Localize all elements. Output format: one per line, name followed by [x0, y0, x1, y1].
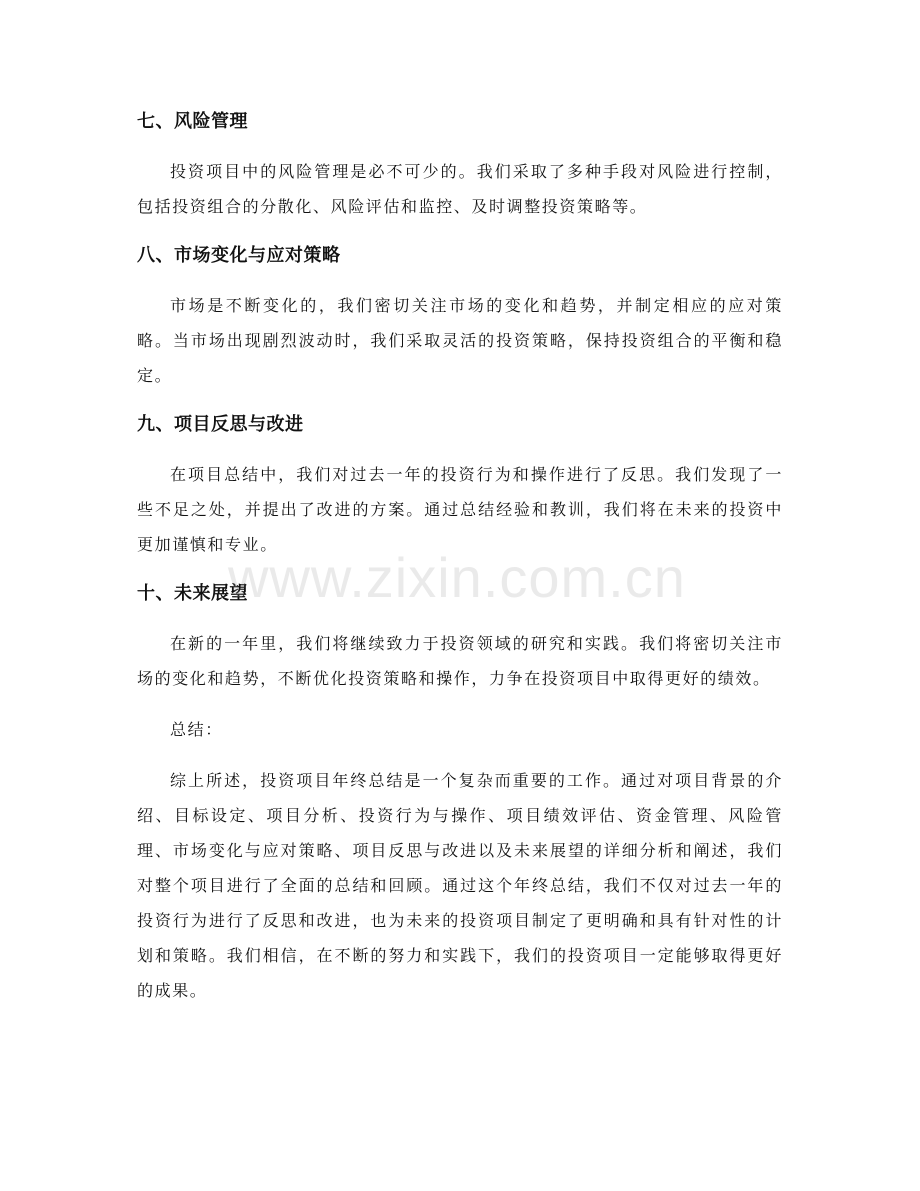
section-heading-reflection: 九、项目反思与改进 — [137, 414, 304, 435]
section-paragraph-risk-management: 投资项目中的风险管理是必不可少的。我们采取了多种手段对风险进行控制，包括投资组合的分散化、风险评估和监控、及时调整投资策略等。 — [137, 162, 783, 216]
section-heading-risk-management: 七、风险管理 — [137, 111, 248, 132]
section-paragraph-outlook: 在新的一年里，我们将继续致力于投资领域的研究和实践。我们将密切关注市场的变化和趋势，不断优化投资策略和操作，力争在投资项目中取得更好的绩效。 — [137, 634, 783, 688]
section-heading-outlook: 十、未来展望 — [137, 583, 248, 604]
section-heading-market-strategy: 八、市场变化与应对策略 — [137, 245, 341, 266]
section-paragraph-reflection: 在项目总结中，我们对过去一年的投资行为和操作进行了反思。我们发现了一些不足之处，并提出了改进的方案。通过总结经验和教训，我们将在未来的投资中更加谨慎和专业。 — [137, 465, 783, 554]
summary-paragraph: 综上所述，投资项目年终总结是一个复杂而重要的工作。通过对项目背景的介绍、目标设定、项目分析、投资行为与操作、项目绩效评估、资金管理、风险管理、市场变化与应对策略、项目反思与改进以及未来展望的详细分析和阐述，我们对整个项目进行了全面的总结和回顾。通过这个年终总结，我们不仅对过去一年的投资行为进行了反思和改进，也为未来的投资项目制定了更明确和具有针对性的计划和策略。我们相信，在不断的努力和实践下，我们的投资项目一定能够取得更好的成果。 — [137, 771, 783, 1000]
watermark-text: www.zixin.com.cn — [228, 546, 686, 609]
section-paragraph-market-strategy: 市场是不断变化的，我们密切关注市场的变化和趋势，并制定相应的应对策略。当市场出现剧烈波动时，我们采取灵活的投资策略，保持投资组合的平衡和稳定。 — [137, 296, 783, 385]
document-body — [137, 106, 783, 1024]
summary-label: 总结： — [170, 720, 223, 739]
